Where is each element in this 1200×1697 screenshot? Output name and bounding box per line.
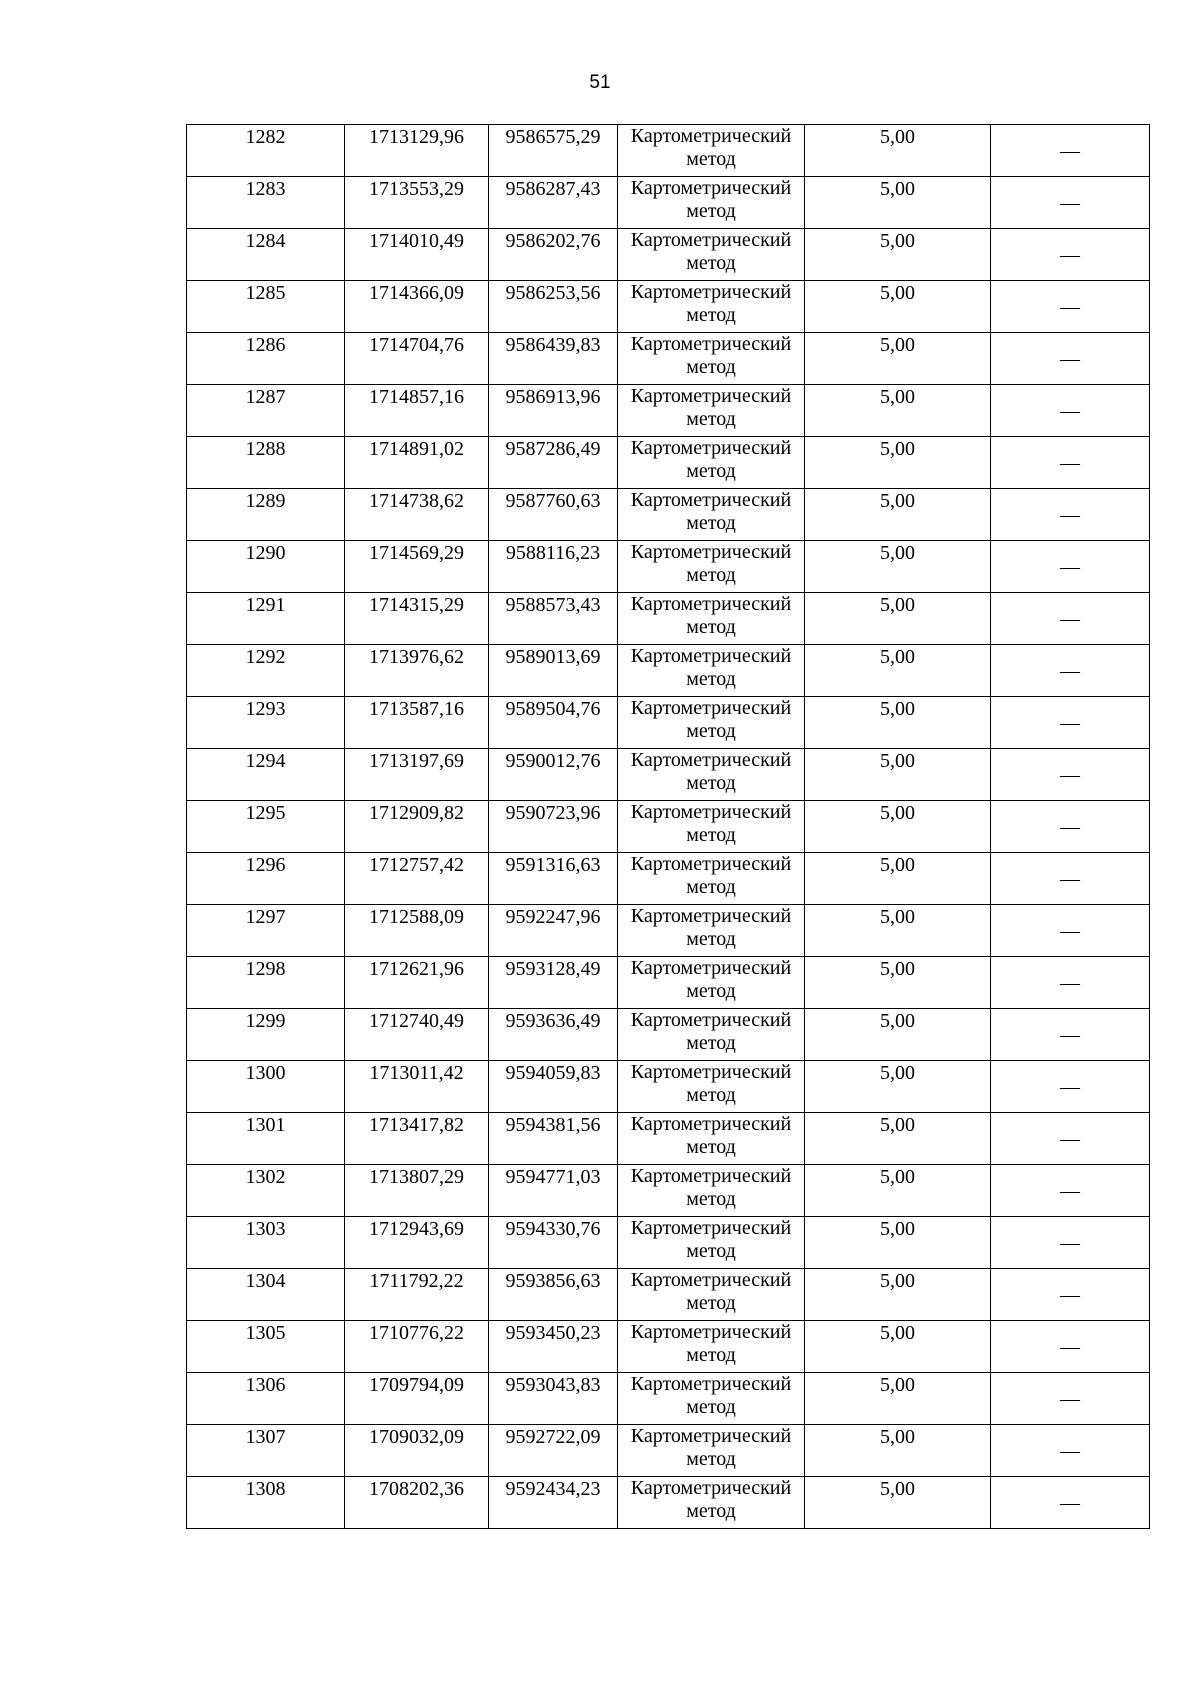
table-row [187, 1425, 1150, 1477]
method-cell: Картометрический метод [618, 801, 805, 853]
table-row [187, 385, 1150, 437]
accuracy-cell: 5,00 [805, 645, 991, 697]
y-coordinate-cell: 9592722,09 [489, 1425, 618, 1477]
accuracy-cell: 5,00 [805, 749, 991, 801]
x-coordinate-cell: 1712757,42 [345, 853, 489, 905]
point-number-cell: 1298 [187, 957, 345, 1009]
method-cell: Картометрический метод [618, 645, 805, 697]
note-cell: — [991, 801, 1150, 853]
note-cell: — [991, 1113, 1150, 1165]
x-coordinate-cell: 1708202,36 [345, 1477, 489, 1529]
accuracy-cell: 5,00 [805, 1009, 991, 1061]
accuracy-cell: 5,00 [805, 593, 991, 645]
note-cell: — [991, 1009, 1150, 1061]
table-row [187, 333, 1150, 385]
y-coordinate-cell: 9590723,96 [489, 801, 618, 853]
y-coordinate-cell: 9588573,43 [489, 593, 618, 645]
page-number: 51 [589, 72, 611, 93]
accuracy-cell: 5,00 [805, 489, 991, 541]
note-cell: — [991, 645, 1150, 697]
table-row [187, 489, 1150, 541]
note-cell: — [991, 1165, 1150, 1217]
y-coordinate-cell: 9594771,03 [489, 1165, 618, 1217]
method-cell: Картометрический метод [618, 385, 805, 437]
note-cell: — [991, 177, 1150, 229]
x-coordinate-cell: 1713197,69 [345, 749, 489, 801]
method-cell: Картометрический метод [618, 905, 805, 957]
y-coordinate-cell: 9594381,56 [489, 1113, 618, 1165]
y-coordinate-cell: 9586575,29 [489, 125, 618, 177]
accuracy-cell: 5,00 [805, 1061, 991, 1113]
table-row [187, 125, 1150, 177]
method-cell: Картометрический метод [618, 957, 805, 1009]
y-coordinate-cell: 9594330,76 [489, 1217, 618, 1269]
accuracy-cell: 5,00 [805, 853, 991, 905]
point-number-cell: 1294 [187, 749, 345, 801]
note-cell: — [991, 1477, 1150, 1529]
table-row [187, 853, 1150, 905]
note-cell: — [991, 229, 1150, 281]
note-cell: — [991, 905, 1150, 957]
note-cell: — [991, 1269, 1150, 1321]
point-number-cell: 1285 [187, 281, 345, 333]
point-number-cell: 1297 [187, 905, 345, 957]
method-cell: Картометрический метод [618, 1217, 805, 1269]
y-coordinate-cell: 9593450,23 [489, 1321, 618, 1373]
y-coordinate-cell: 9593043,83 [489, 1373, 618, 1425]
point-number-cell: 1293 [187, 697, 345, 749]
method-cell: Картометрический метод [618, 281, 805, 333]
method-cell: Картометрический метод [618, 541, 805, 593]
table-row [187, 229, 1150, 281]
x-coordinate-cell: 1713011,42 [345, 1061, 489, 1113]
method-cell: Картометрический метод [618, 229, 805, 281]
x-coordinate-cell: 1714857,16 [345, 385, 489, 437]
y-coordinate-cell: 9586287,43 [489, 177, 618, 229]
table-row [187, 1113, 1150, 1165]
method-cell: Картометрический метод [618, 125, 805, 177]
y-coordinate-cell: 9586913,96 [489, 385, 618, 437]
table-row [187, 281, 1150, 333]
note-cell: — [991, 385, 1150, 437]
point-number-cell: 1296 [187, 853, 345, 905]
table-row [187, 1165, 1150, 1217]
x-coordinate-cell: 1714738,62 [345, 489, 489, 541]
x-coordinate-cell: 1714315,29 [345, 593, 489, 645]
table-row [187, 593, 1150, 645]
x-coordinate-cell: 1713976,62 [345, 645, 489, 697]
accuracy-cell: 5,00 [805, 1269, 991, 1321]
accuracy-cell: 5,00 [805, 1477, 991, 1529]
point-number-cell: 1287 [187, 385, 345, 437]
note-cell: — [991, 281, 1150, 333]
y-coordinate-cell: 9591316,63 [489, 853, 618, 905]
accuracy-cell: 5,00 [805, 1217, 991, 1269]
x-coordinate-cell: 1712588,09 [345, 905, 489, 957]
note-cell: — [991, 749, 1150, 801]
note-cell: — [991, 1217, 1150, 1269]
point-number-cell: 1299 [187, 1009, 345, 1061]
y-coordinate-cell: 9594059,83 [489, 1061, 618, 1113]
point-number-cell: 1304 [187, 1269, 345, 1321]
point-number-cell: 1292 [187, 645, 345, 697]
note-cell: — [991, 125, 1150, 177]
y-coordinate-cell: 9593856,63 [489, 1269, 618, 1321]
y-coordinate-cell: 9586253,56 [489, 281, 618, 333]
table-row [187, 905, 1150, 957]
point-number-cell: 1307 [187, 1425, 345, 1477]
note-cell: — [991, 697, 1150, 749]
x-coordinate-cell: 1713417,82 [345, 1113, 489, 1165]
method-cell: Картометрический метод [618, 749, 805, 801]
y-coordinate-cell: 9587760,63 [489, 489, 618, 541]
note-cell: — [991, 957, 1150, 1009]
table-row [187, 645, 1150, 697]
accuracy-cell: 5,00 [805, 697, 991, 749]
point-number-cell: 1283 [187, 177, 345, 229]
x-coordinate-cell: 1714366,09 [345, 281, 489, 333]
point-number-cell: 1305 [187, 1321, 345, 1373]
point-number-cell: 1301 [187, 1113, 345, 1165]
point-number-cell: 1302 [187, 1165, 345, 1217]
point-number-cell: 1289 [187, 489, 345, 541]
accuracy-cell: 5,00 [805, 281, 991, 333]
x-coordinate-cell: 1710776,22 [345, 1321, 489, 1373]
method-cell: Картометрический метод [618, 437, 805, 489]
y-coordinate-cell: 9588116,23 [489, 541, 618, 593]
accuracy-cell: 5,00 [805, 125, 991, 177]
accuracy-cell: 5,00 [805, 333, 991, 385]
point-number-cell: 1288 [187, 437, 345, 489]
table-row [187, 1269, 1150, 1321]
note-cell: — [991, 489, 1150, 541]
y-coordinate-cell: 9589013,69 [489, 645, 618, 697]
method-cell: Картометрический метод [618, 333, 805, 385]
accuracy-cell: 5,00 [805, 385, 991, 437]
note-cell: — [991, 333, 1150, 385]
accuracy-cell: 5,00 [805, 1425, 991, 1477]
x-coordinate-cell: 1712621,96 [345, 957, 489, 1009]
note-cell: — [991, 1373, 1150, 1425]
method-cell: Картометрический метод [618, 1321, 805, 1373]
accuracy-cell: 5,00 [805, 1321, 991, 1373]
note-cell: — [991, 853, 1150, 905]
note-cell: — [991, 437, 1150, 489]
x-coordinate-cell: 1709794,09 [345, 1373, 489, 1425]
accuracy-cell: 5,00 [805, 957, 991, 1009]
note-cell: — [991, 541, 1150, 593]
table-row [187, 697, 1150, 749]
accuracy-cell: 5,00 [805, 541, 991, 593]
y-coordinate-cell: 9592247,96 [489, 905, 618, 957]
method-cell: Картометрический метод [618, 1425, 805, 1477]
x-coordinate-cell: 1712909,82 [345, 801, 489, 853]
x-coordinate-cell: 1713807,29 [345, 1165, 489, 1217]
y-coordinate-cell: 9590012,76 [489, 749, 618, 801]
x-coordinate-cell: 1712740,49 [345, 1009, 489, 1061]
accuracy-cell: 5,00 [805, 229, 991, 281]
point-number-cell: 1295 [187, 801, 345, 853]
y-coordinate-cell: 9592434,23 [489, 1477, 618, 1529]
point-number-cell: 1286 [187, 333, 345, 385]
y-coordinate-cell: 9589504,76 [489, 697, 618, 749]
method-cell: Картометрический метод [618, 697, 805, 749]
y-coordinate-cell: 9593128,49 [489, 957, 618, 1009]
method-cell: Картометрический метод [618, 1477, 805, 1529]
x-coordinate-cell: 1714569,29 [345, 541, 489, 593]
table-row [187, 1217, 1150, 1269]
point-number-cell: 1284 [187, 229, 345, 281]
accuracy-cell: 5,00 [805, 437, 991, 489]
x-coordinate-cell: 1712943,69 [345, 1217, 489, 1269]
method-cell: Картометрический метод [618, 593, 805, 645]
point-number-cell: 1290 [187, 541, 345, 593]
coordinates-table [186, 124, 1150, 1529]
y-coordinate-cell: 9587286,49 [489, 437, 618, 489]
method-cell: Картометрический метод [618, 1009, 805, 1061]
x-coordinate-cell: 1711792,22 [345, 1269, 489, 1321]
x-coordinate-cell: 1714704,76 [345, 333, 489, 385]
point-number-cell: 1291 [187, 593, 345, 645]
table-row [187, 1477, 1150, 1529]
table-row [187, 1061, 1150, 1113]
coordinates-table-body [187, 125, 1150, 1529]
point-number-cell: 1303 [187, 1217, 345, 1269]
y-coordinate-cell: 9593636,49 [489, 1009, 618, 1061]
x-coordinate-cell: 1714891,02 [345, 437, 489, 489]
x-coordinate-cell: 1714010,49 [345, 229, 489, 281]
x-coordinate-cell: 1713129,96 [345, 125, 489, 177]
point-number-cell: 1300 [187, 1061, 345, 1113]
accuracy-cell: 5,00 [805, 1113, 991, 1165]
table-row [187, 1009, 1150, 1061]
point-number-cell: 1306 [187, 1373, 345, 1425]
table-row [187, 177, 1150, 229]
point-number-cell: 1282 [187, 125, 345, 177]
table-row [187, 437, 1150, 489]
x-coordinate-cell: 1713553,29 [345, 177, 489, 229]
y-coordinate-cell: 9586202,76 [489, 229, 618, 281]
table-row [187, 1321, 1150, 1373]
note-cell: — [991, 1425, 1150, 1477]
accuracy-cell: 5,00 [805, 801, 991, 853]
y-coordinate-cell: 9586439,83 [489, 333, 618, 385]
table-row [187, 957, 1150, 1009]
x-coordinate-cell: 1709032,09 [345, 1425, 489, 1477]
method-cell: Картометрический метод [618, 1165, 805, 1217]
accuracy-cell: 5,00 [805, 1373, 991, 1425]
table-row [187, 1373, 1150, 1425]
accuracy-cell: 5,00 [805, 1165, 991, 1217]
accuracy-cell: 5,00 [805, 905, 991, 957]
note-cell: — [991, 1321, 1150, 1373]
method-cell: Картометрический метод [618, 177, 805, 229]
table-row [187, 801, 1150, 853]
x-coordinate-cell: 1713587,16 [345, 697, 489, 749]
table-row [187, 749, 1150, 801]
note-cell: — [991, 593, 1150, 645]
point-number-cell: 1308 [187, 1477, 345, 1529]
table-row [187, 541, 1150, 593]
accuracy-cell: 5,00 [805, 177, 991, 229]
method-cell: Картометрический метод [618, 1373, 805, 1425]
method-cell: Картометрический метод [618, 1113, 805, 1165]
note-cell: — [991, 1061, 1150, 1113]
method-cell: Картометрический метод [618, 1269, 805, 1321]
method-cell: Картометрический метод [618, 489, 805, 541]
method-cell: Картометрический метод [618, 853, 805, 905]
method-cell: Картометрический метод [618, 1061, 805, 1113]
